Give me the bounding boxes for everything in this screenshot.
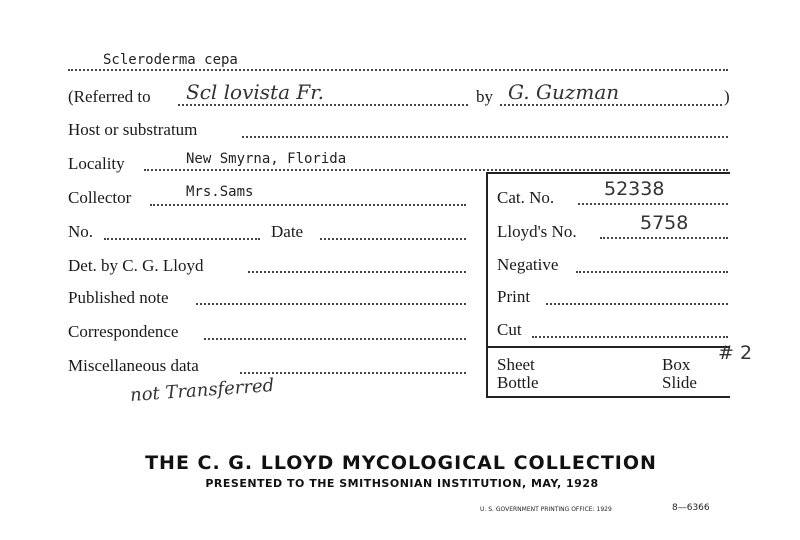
box-label: Box xyxy=(662,355,691,374)
box-bottom-border xyxy=(486,396,730,398)
referred-label: (Referred to xyxy=(68,87,151,106)
by-label: by xyxy=(476,87,493,106)
collector-label: Collector xyxy=(68,188,132,207)
box-number-value: # 2 xyxy=(718,342,753,364)
collector-value: Mrs.Sams xyxy=(186,184,254,200)
box-separator xyxy=(486,346,730,348)
misc-data-label: Miscellaneous data xyxy=(68,356,199,375)
no-line xyxy=(104,238,260,240)
negative-line xyxy=(576,271,728,273)
referred-close: ) xyxy=(724,87,730,106)
species-line xyxy=(68,69,728,71)
collector-line xyxy=(150,204,466,206)
cut-label: Cut xyxy=(497,320,522,339)
misc-data-line xyxy=(240,372,466,374)
cat-no-line xyxy=(578,203,728,205)
sheet-label: Sheet xyxy=(497,355,535,374)
collection-title-text: THE C. G. LLOYD MYCOLOGICAL COLLECTION xyxy=(145,452,657,474)
lloyds-no-label: Lloyd's No. xyxy=(497,222,577,241)
published-note-line xyxy=(196,303,466,305)
det-by-line xyxy=(248,271,466,273)
slide-label: Slide xyxy=(662,373,697,392)
published-note-label: Published note xyxy=(68,288,169,307)
by-value: G. Guzman xyxy=(508,80,620,104)
species-name: Scleroderma cepa xyxy=(103,52,238,68)
bottle-label: Bottle xyxy=(497,373,539,392)
correspondence-label: Correspondence xyxy=(68,322,179,341)
print-label: Print xyxy=(497,287,531,306)
lloyds-no-value: 5758 xyxy=(640,212,689,234)
cat-no-value: 52338 xyxy=(604,178,665,200)
locality-value: New Smyrna, Florida xyxy=(186,151,347,167)
misc-data-value: not Transferred xyxy=(129,374,275,407)
locality-label: Locality xyxy=(68,154,125,173)
box-left-border xyxy=(486,172,488,396)
box-top-border xyxy=(486,172,730,174)
locality-line xyxy=(144,169,728,171)
form-code: 8—6366 xyxy=(672,503,710,513)
cat-no-label: Cat. No. xyxy=(497,188,555,207)
no-label: No. xyxy=(68,222,94,241)
referred-value: Scl lovista Fr. xyxy=(186,80,324,104)
printing-office-note: U. S. GOVERNMENT PRINTING OFFICE: 1929 xyxy=(480,506,612,513)
collection-title xyxy=(0,452,800,474)
referred-line xyxy=(178,104,468,106)
print-line xyxy=(546,303,728,305)
date-label: Date xyxy=(271,222,304,241)
correspondence-line xyxy=(204,338,466,340)
collection-subtitle xyxy=(0,477,800,490)
by-line xyxy=(500,104,722,106)
host-line xyxy=(242,136,728,138)
host-label: Host or substratum xyxy=(68,120,198,139)
det-by-label: Det. by C. G. Lloyd xyxy=(68,256,204,275)
collection-subtitle-text: PRESENTED TO THE SMITHSONIAN INSTITUTION, MAY, 1928 xyxy=(205,477,599,490)
date-line xyxy=(320,238,466,240)
cut-line xyxy=(532,336,728,338)
negative-label: Negative xyxy=(497,255,559,274)
lloyds-no-line xyxy=(600,237,728,239)
